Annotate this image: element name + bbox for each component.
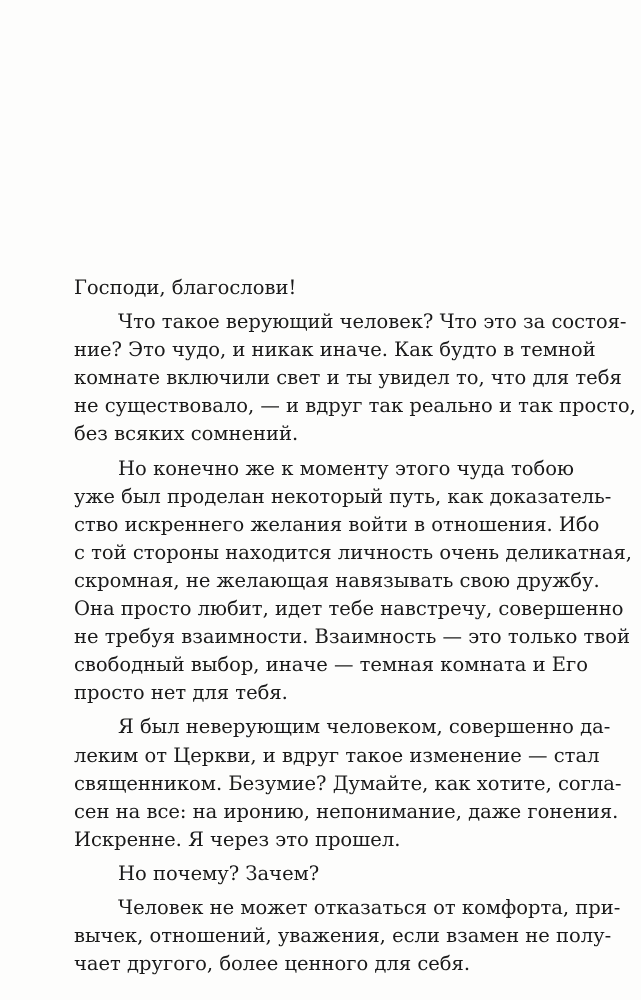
text-line: Я был неверующим человеком, совершенно да-: [118, 715, 611, 739]
text-line: Что такое верующий человек? Что это за состоя-: [118, 310, 627, 334]
paragraph: [74, 308, 636, 448]
text-line: вычек, отношений, уважения, если взамен не полу-: [74, 924, 612, 948]
text-line: не существовало, — и вдруг так реально и так просто,: [74, 394, 636, 418]
text-line: не требуя взаимности. Взаимность — это только твой: [74, 625, 631, 649]
text-line: Но конечно же к моменту этого чуда тобою: [118, 456, 574, 480]
text-line: ние? Это чудо, и никак иначе. Как будто в темной: [74, 338, 596, 362]
paragraph: [74, 894, 621, 978]
text-line: с той стороны находится личность очень деликатная,: [74, 540, 632, 564]
text-line: Но почему? Зачем?: [118, 861, 320, 885]
page-text: [74, 274, 636, 984]
paragraphs: [74, 308, 636, 978]
text-line: леким от Церкви, и вдруг такое изменение — стал: [74, 743, 600, 767]
text-line: без всяких сомнений.: [74, 422, 299, 446]
text-line: Искренне. Я через это прошел.: [74, 827, 401, 851]
text-line: чает другого, более ценного для себя.: [74, 952, 471, 976]
text-line: уже был проделан некоторый путь, как доказатель-: [74, 484, 612, 508]
greeting-line: [74, 274, 574, 302]
text-line: Человек не может отказаться от комфорта, при-: [118, 895, 621, 919]
paragraph: [74, 860, 574, 888]
paragraph: [74, 455, 632, 708]
paragraph: [74, 713, 622, 853]
text-line: скромная, не желающая навязывать свою дружбу.: [74, 568, 600, 592]
text-line: священником. Безумие? Думайте, как хотите, согла-: [74, 771, 622, 795]
text-line: свободный выбор, иначе — темная комната и Его: [74, 653, 588, 677]
text-line: комнате включили свет и ты увидел то, что для тебя: [74, 366, 622, 390]
text-line: ство искреннего желания войти в отношения. Ибо: [74, 512, 600, 536]
text-line: сен на все: на иронию, непонимание, даже гонения.: [74, 799, 619, 823]
text-line: Она просто любит, идет тебе навстречу, совершенно: [74, 597, 624, 621]
text-line: просто нет для тебя.: [74, 681, 288, 705]
text-line: Господи, благослови!: [74, 276, 297, 299]
